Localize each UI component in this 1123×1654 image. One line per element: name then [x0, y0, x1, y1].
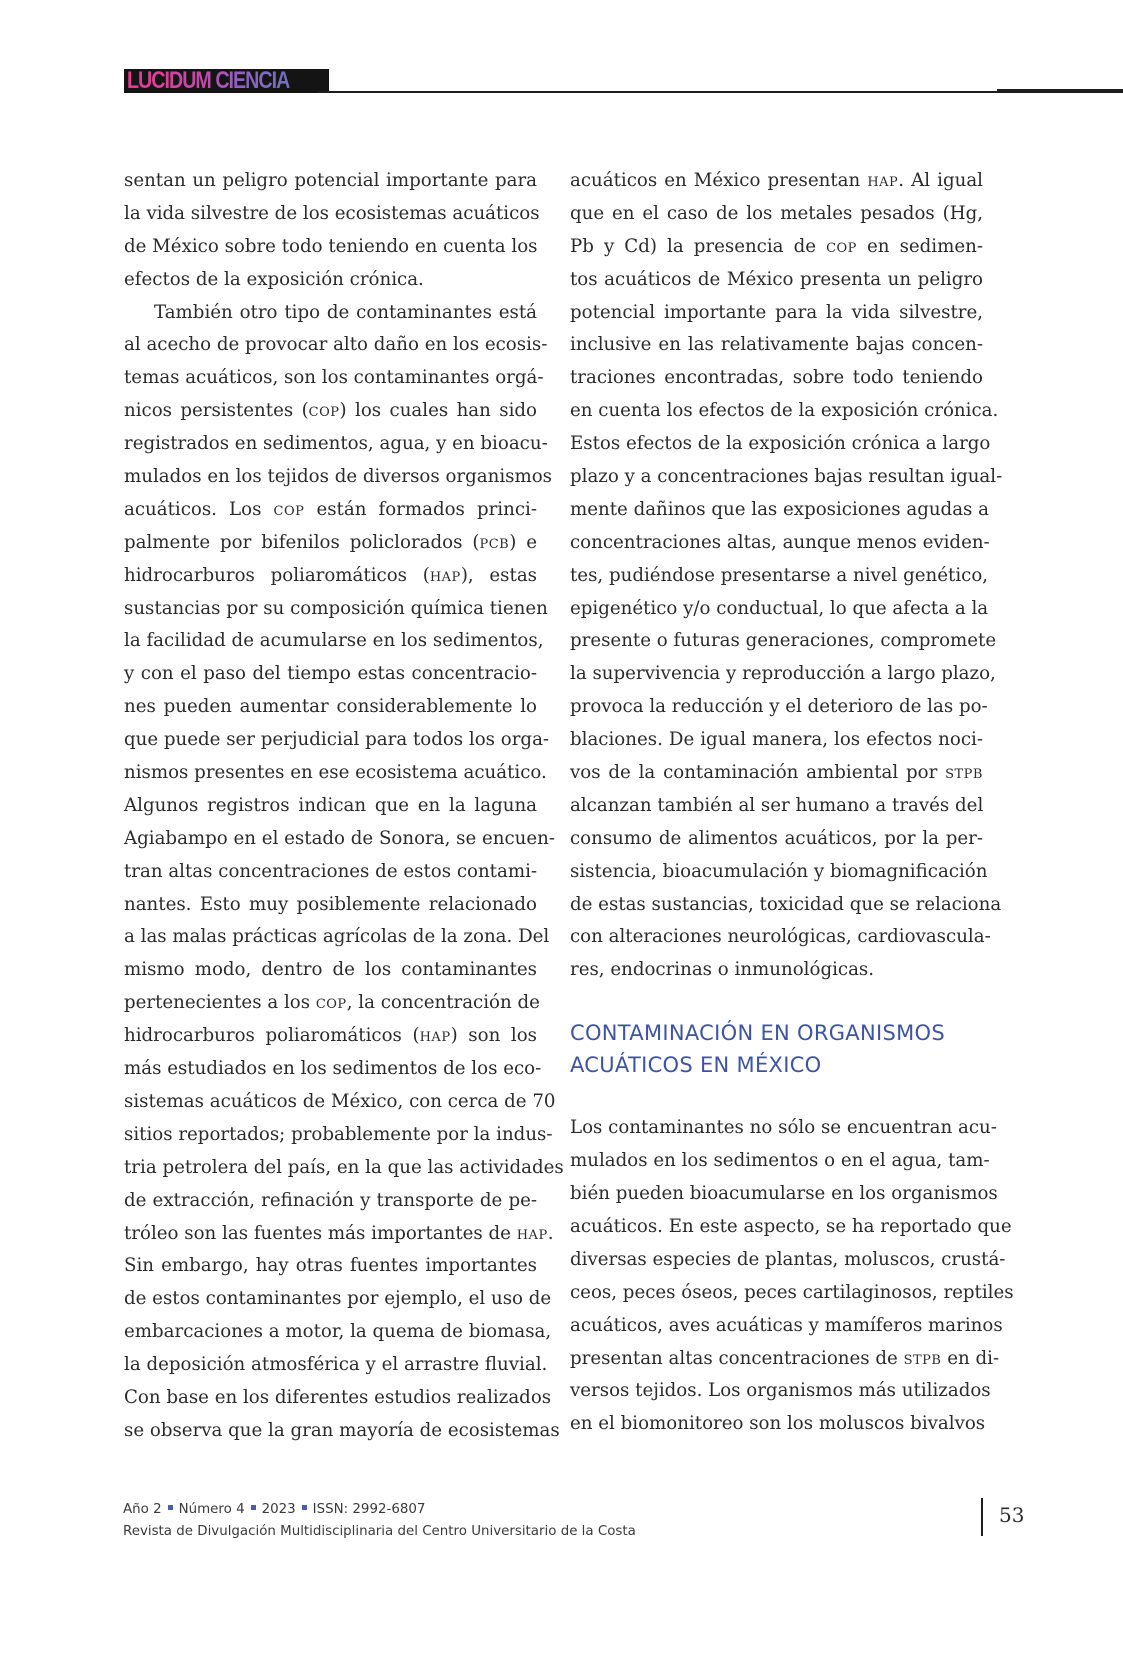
text-line: que en el caso de los metales pesados (Hg,	[570, 202, 983, 224]
text-line: concentraciones altas, aunque menos eviden-	[570, 531, 990, 553]
text-line: traciones encontradas, sobre todo teniendo	[570, 367, 983, 389]
text-line: tria petrolera del país, en la que las actividades	[124, 1156, 564, 1178]
header-rule	[318, 91, 998, 93]
text-line: sustancias por su composición química tienen	[124, 597, 548, 619]
separator-square-icon	[302, 1505, 307, 1510]
text-line: la facilidad de acumularse en los sedimentos,	[124, 630, 544, 652]
text-line: sitios reportados; probablemente por la indus-	[124, 1123, 553, 1145]
text-line: sistemas acuáticos de México, con cerca de 70	[124, 1090, 556, 1112]
text-line: provoca la reducción y el deterioro de las po-	[570, 696, 988, 718]
text-line: nes pueden aumentar considerablemente lo	[124, 696, 537, 718]
text-line: en el biomonitoreo son los moluscos bivalvos	[570, 1413, 986, 1435]
right-text-column	[570, 165, 1014, 1441]
acronym: cop	[315, 992, 347, 1014]
text-line: nismos presentes en ese ecosistema acuático.	[124, 762, 547, 784]
text-line: Los contaminantes no sólo se encuentran acu-	[570, 1117, 997, 1139]
acronym: stpb	[945, 762, 983, 784]
text-line: acuáticos, aves acuáticas y mamíferos marinos	[570, 1314, 1003, 1336]
header-rule-accent	[997, 89, 1123, 93]
text-line: presentan altas concentraciones de stpb en di-	[570, 1347, 1000, 1369]
text-line: nantes. Esto muy posiblemente relacionado	[124, 893, 537, 915]
left-text-column	[124, 165, 564, 1448]
text-line: Algunos registros indican que en la laguna	[124, 794, 537, 816]
text-line: tos acuáticos de México presenta un peligro	[570, 268, 983, 290]
acronym: stpb	[903, 1347, 942, 1369]
text-line: al acecho de provocar alto daño en los ecosis-	[124, 334, 548, 356]
text-line: tran altas concentraciones de estos contami-	[124, 860, 538, 882]
text-line: acuáticos. Los cop están formados princi-	[124, 498, 537, 520]
text-line: sentan un peligro potencial importante para	[124, 170, 537, 191]
text-line: acuáticos en México presentan hap. Al igual	[570, 170, 983, 191]
section-heading	[570, 1017, 983, 1081]
acronym: cop	[273, 498, 305, 520]
text-line: versos tejidos. Los organismos más utilizados	[570, 1380, 991, 1402]
acronym: hap	[429, 564, 461, 586]
text-line: mulados en los sedimentos o en el agua, tam-	[570, 1150, 990, 1172]
text-line: sistencia, bioacumulación y biomagnificación	[570, 860, 988, 882]
text-line: Estos efectos de la exposición crónica a largo	[570, 433, 991, 455]
text-line: res, endocrinas o inmunológicas.	[570, 959, 875, 981]
issn: ISSN: 2992-6807	[312, 1502, 426, 1517]
page-number-divider	[981, 1498, 983, 1536]
text-line: mismo modo, dentro de los contaminantes	[124, 959, 537, 981]
text-line: mente dañinos que las exposiciones agudas a	[570, 498, 989, 520]
text-line: efectos de la exposición crónica.	[124, 268, 424, 290]
text-line: que puede ser perjudicial para todos los orga-	[124, 729, 550, 751]
text-line: hidrocarburos poliaromáticos (hap), estas	[124, 564, 537, 586]
text-line: tes, pudiéndose presentarse a nivel genético,	[570, 564, 989, 586]
text-line: embarcaciones a motor, la quema de biomasa,	[124, 1321, 552, 1343]
text-line: vos de la contaminación ambiental por stpb	[570, 762, 983, 784]
masthead-title: LUCIDUM CIENCIA	[127, 67, 290, 94]
text-line: la supervivencia y reproducción a largo plazo,	[570, 663, 996, 685]
issue-date: 2023	[261, 1502, 296, 1517]
text-line: y con el paso del tiempo estas concentracio-	[124, 663, 537, 685]
journal-name: Revista de Divulgación Multidisciplinaria del Centro Universitario de la Costa	[123, 1524, 636, 1539]
text-line: mulados en los tejidos de diversos organismos	[124, 466, 553, 488]
issue-year: Año 2	[123, 1502, 162, 1517]
text-line: la vida silvestre de los ecosistemas acuáticos	[124, 202, 540, 224]
text-line: se observa que la gran mayoría de ecosistemas	[124, 1419, 560, 1441]
text-line: consumo de alimentos acuáticos, por la per-	[570, 827, 983, 849]
text-line: Con base en los diferentes estudios realizados	[124, 1386, 552, 1408]
issue-number: Número 4	[178, 1502, 245, 1517]
text-line: bién pueden bioacumularse en los organismos	[570, 1183, 998, 1205]
acronym: hap	[516, 1222, 548, 1244]
acronym: cop	[308, 400, 340, 422]
journal-masthead	[124, 69, 329, 93]
text-line: a las malas prácticas agrícolas de la zona. Del	[124, 926, 550, 948]
text-line: temas acuáticos, son los contaminantes orgá-	[124, 367, 544, 389]
text-line: tróleo son las fuentes más importantes de hap.	[124, 1222, 554, 1244]
right-column-paragraph	[570, 165, 1003, 987]
text-line: alcanzan también al ser humano a través del	[570, 794, 984, 816]
text-line: plazo y a concentraciones bajas resultan igual-	[570, 466, 1003, 488]
text-line: de extracción, refinación y transporte de pe-	[124, 1189, 537, 1211]
text-line: de México sobre todo teniendo en cuenta los	[124, 235, 538, 257]
text-line: la deposición atmosférica y el arrastre fluvial.	[124, 1354, 548, 1376]
page-footer	[123, 1499, 636, 1543]
issue-info	[123, 1499, 636, 1521]
acronym: cop	[826, 235, 857, 257]
text-line: blaciones. De igual manera, los efectos noci-	[570, 729, 983, 751]
text-line: en cuenta los efectos de la exposición crónica.	[570, 400, 999, 422]
text-line: Agiabampo en el estado de Sonora, se encuen-	[124, 827, 556, 849]
text-line: registrados en sedimentos, agua, y en bioacu-	[124, 433, 548, 455]
separator-square-icon	[168, 1505, 173, 1510]
page-number: 53	[999, 1503, 1025, 1527]
section-heading-line-2: ACUÁTICOS EN MÉXICO	[570, 1053, 822, 1078]
section-heading-line-1: CONTAMINACIÓN EN ORGANISMOS	[570, 1021, 945, 1046]
text-line: epigenético y/o conductual, lo que afecta a la	[570, 597, 989, 619]
text-line: acuáticos. En este aspecto, se ha reportado que	[570, 1215, 1012, 1237]
text-line: ceos, peces óseos, peces cartilaginosos, reptiles	[570, 1281, 1014, 1303]
text-line: de estos contaminantes por ejemplo, el uso de	[124, 1288, 552, 1310]
text-line: diversas especies de plantas, moluscos, crustá-	[570, 1248, 1006, 1270]
text-line: Pb y Cd) la presencia de cop en sedimen-	[570, 235, 983, 257]
text-line: nicos persistentes (cop) los cuales han sido	[124, 400, 537, 422]
text-line: de estas sustancias, toxicidad que se relaciona	[570, 893, 1002, 915]
text-line: más estudiados en los sedimentos de los eco-	[124, 1058, 542, 1080]
text-line: presente o futuras generaciones, compromete	[570, 630, 997, 652]
acronym: hap	[867, 170, 899, 191]
separator-square-icon	[251, 1505, 256, 1510]
text-line: inclusive en las relativamente bajas concen-	[570, 334, 983, 356]
acronym: pcb	[479, 531, 510, 553]
text-line: También otro tipo de contaminantes está	[154, 301, 537, 323]
text-line: palmente por bifenilos policlorados (pcb) e	[124, 531, 537, 553]
acronym: hap	[419, 1025, 451, 1047]
text-line: con alteraciones neurológicas, cardiovascula-	[570, 926, 991, 948]
text-line: pertenecientes a los cop, la concentración de	[124, 992, 540, 1014]
text-line: hidrocarburos poliaromáticos (hap) son los	[124, 1025, 537, 1047]
right-column-section-paragraph	[570, 1112, 1014, 1441]
text-line: Sin embargo, hay otras fuentes importantes	[124, 1255, 537, 1277]
text-line: potencial importante para la vida silvestre,	[570, 301, 983, 323]
